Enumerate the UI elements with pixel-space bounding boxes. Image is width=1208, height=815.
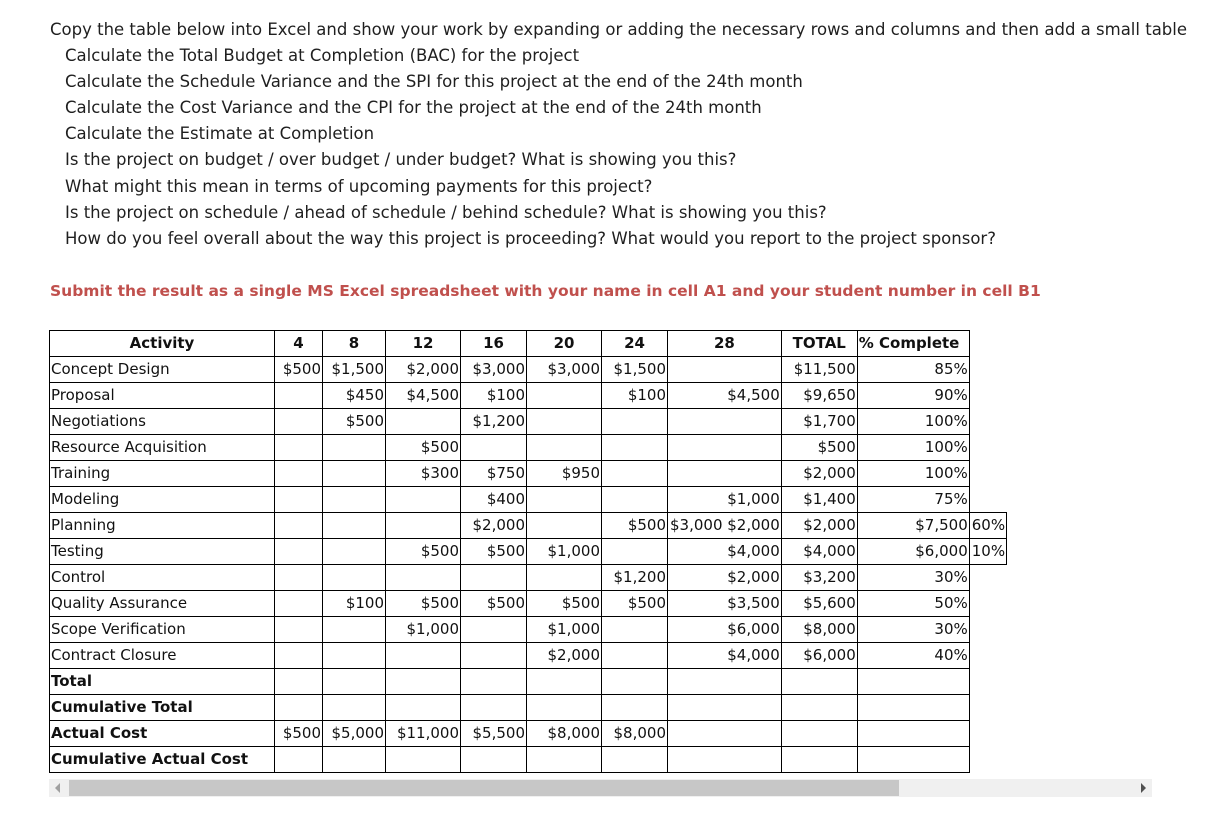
table-cell[interactable]: $500 xyxy=(461,591,527,617)
instruction-line: What might this mean in terms of upcoming payments for this project? xyxy=(65,176,653,196)
table-cell[interactable] xyxy=(461,643,527,669)
table-cell[interactable]: $8,000 xyxy=(602,721,668,747)
table-cell[interactable]: 100% xyxy=(857,435,969,461)
table-cell[interactable]: 30% xyxy=(857,617,969,643)
header-cell[interactable]: TOTAL xyxy=(781,331,857,357)
table-cell[interactable]: 60% xyxy=(969,513,1006,539)
table-cell[interactable] xyxy=(323,643,386,669)
table-cell[interactable] xyxy=(275,669,323,695)
table-row xyxy=(50,721,1007,747)
table-row xyxy=(50,617,1007,643)
table-row xyxy=(50,461,1007,487)
table-cell[interactable]: $9,650 xyxy=(781,383,857,409)
table-cell[interactable]: 75% xyxy=(857,487,969,513)
table-cell[interactable]: $5,500 xyxy=(461,721,527,747)
table-cell[interactable] xyxy=(275,695,323,721)
table-cell[interactable]: $100 xyxy=(323,591,386,617)
table-cell[interactable] xyxy=(386,565,461,591)
table-cell[interactable] xyxy=(386,513,461,539)
table-cell[interactable]: $2,000 xyxy=(386,357,461,383)
table-cell[interactable] xyxy=(386,409,461,435)
table-cell[interactable]: 40% xyxy=(857,643,969,669)
table-cell[interactable] xyxy=(857,721,969,747)
table-cell[interactable]: $500 xyxy=(386,435,461,461)
table-cell[interactable]: 90% xyxy=(857,383,969,409)
table-cell[interactable]: $300 xyxy=(386,461,461,487)
table-cell[interactable]: $3,000 xyxy=(461,357,527,383)
table-cell[interactable] xyxy=(527,695,602,721)
table-cell[interactable]: $5,600 xyxy=(781,591,857,617)
table-cell[interactable]: $2,000 xyxy=(461,513,527,539)
table-cell[interactable]: $1,700 xyxy=(781,409,857,435)
table-cell[interactable]: 50% xyxy=(857,591,969,617)
activity-label[interactable]: Actual Cost xyxy=(50,721,275,747)
header-cell[interactable]: 20 xyxy=(527,331,602,357)
table-cell[interactable] xyxy=(781,721,857,747)
table-cell[interactable] xyxy=(386,643,461,669)
table-cell[interactable]: $500 xyxy=(386,591,461,617)
table-cell[interactable] xyxy=(275,435,323,461)
header-cell[interactable]: 28 xyxy=(668,331,782,357)
activity-label[interactable]: Control xyxy=(50,565,275,591)
table-cell[interactable] xyxy=(602,409,668,435)
scroll-right-icon[interactable] xyxy=(1141,783,1146,793)
instruction-line: Calculate the Total Budget at Completion (BAC) for the project xyxy=(65,46,580,66)
table-cell[interactable]: $1,500 xyxy=(323,357,386,383)
table-cell[interactable] xyxy=(275,513,323,539)
table-cell[interactable]: $3,000 xyxy=(527,357,602,383)
table-cell[interactable]: 100% xyxy=(857,461,969,487)
instruction-line: Calculate the Estimate at Completion xyxy=(65,124,375,144)
table-cell[interactable] xyxy=(602,695,668,721)
table-cell[interactable]: $2,000 xyxy=(781,513,857,539)
table-cell[interactable]: $100 xyxy=(461,383,527,409)
header-activity[interactable]: Activity xyxy=(50,331,275,357)
header-cell[interactable]: 8 xyxy=(323,331,386,357)
table-cell[interactable] xyxy=(461,435,527,461)
table-cell[interactable]: $500 xyxy=(602,591,668,617)
table-cell[interactable] xyxy=(386,695,461,721)
table-cell[interactable]: $450 xyxy=(323,383,386,409)
table-cell[interactable]: 10% xyxy=(969,539,1006,565)
header-cell[interactable]: % Complete xyxy=(857,331,969,357)
table-cell[interactable] xyxy=(323,565,386,591)
table-cell[interactable]: $4,000 xyxy=(668,539,782,565)
table-cell[interactable]: $2,000 xyxy=(781,461,857,487)
table-cell[interactable] xyxy=(386,747,461,773)
table-cell[interactable] xyxy=(602,617,668,643)
table-row xyxy=(50,487,1007,513)
table-row xyxy=(50,513,1007,539)
table-cell[interactable] xyxy=(461,747,527,773)
activity-label[interactable]: Testing xyxy=(50,539,275,565)
table-cell[interactable] xyxy=(323,539,386,565)
table-cell[interactable] xyxy=(323,435,386,461)
table-cell[interactable]: $3,500 xyxy=(668,591,782,617)
table-cell[interactable]: $5,000 xyxy=(323,721,386,747)
instruction-line: Is the project on budget / over budget / under budget? What is showing you this? xyxy=(65,150,737,170)
table-row xyxy=(50,747,1007,773)
table-cell[interactable]: $4,500 xyxy=(668,383,782,409)
table-cell[interactable] xyxy=(323,669,386,695)
table-cell[interactable] xyxy=(527,513,602,539)
table-cell[interactable] xyxy=(857,695,969,721)
table-cell[interactable]: $11,000 xyxy=(386,721,461,747)
table-cell[interactable]: $400 xyxy=(461,487,527,513)
table-cell[interactable] xyxy=(527,409,602,435)
table-cell[interactable] xyxy=(668,409,782,435)
table-cell[interactable]: $4,000 xyxy=(668,643,782,669)
table-cell[interactable] xyxy=(275,461,323,487)
activity-label[interactable]: Proposal xyxy=(50,383,275,409)
table-cell[interactable]: $950 xyxy=(527,461,602,487)
activity-label[interactable]: Modeling xyxy=(50,487,275,513)
table-cell[interactable] xyxy=(275,409,323,435)
table-cell[interactable]: $1,200 xyxy=(461,409,527,435)
scrollbar-thumb[interactable] xyxy=(69,780,899,796)
table-cell[interactable] xyxy=(602,435,668,461)
table-cell[interactable] xyxy=(461,617,527,643)
table-cell[interactable]: $1,000 xyxy=(527,539,602,565)
table-cell[interactable]: $2,000 xyxy=(668,565,782,591)
table-cell[interactable] xyxy=(602,539,668,565)
table-cell[interactable]: $7,500 xyxy=(857,513,969,539)
table-cell[interactable]: $500 xyxy=(275,721,323,747)
table-cell[interactable] xyxy=(602,461,668,487)
table-row xyxy=(50,669,1007,695)
table-cell[interactable]: $8,000 xyxy=(781,617,857,643)
table-cell[interactable] xyxy=(602,643,668,669)
table-cell[interactable] xyxy=(275,383,323,409)
table-cell[interactable] xyxy=(275,539,323,565)
table-cell[interactable]: $2,000 xyxy=(527,643,602,669)
table-cell[interactable] xyxy=(527,565,602,591)
table-row xyxy=(50,409,1007,435)
table-cell[interactable] xyxy=(527,747,602,773)
instruction-line: Calculate the Cost Variance and the CPI for the project at the end of the 24th month xyxy=(65,98,762,118)
table-cell[interactable] xyxy=(781,669,857,695)
table-cell[interactable]: $11,500 xyxy=(781,357,857,383)
activity-label[interactable]: Negotiations xyxy=(50,409,275,435)
table-cell[interactable] xyxy=(668,721,782,747)
table-cell[interactable] xyxy=(323,617,386,643)
table-cell[interactable] xyxy=(323,487,386,513)
table-cell[interactable] xyxy=(527,669,602,695)
table-cell[interactable] xyxy=(386,487,461,513)
table-cell[interactable] xyxy=(323,461,386,487)
header-cell[interactable]: 4 xyxy=(275,331,323,357)
table-cell[interactable] xyxy=(527,487,602,513)
table-cell[interactable] xyxy=(386,669,461,695)
table-cell[interactable]: 100% xyxy=(857,409,969,435)
table-cell[interactable] xyxy=(857,669,969,695)
table-cell[interactable] xyxy=(668,435,782,461)
activity-label[interactable]: Concept Design xyxy=(50,357,275,383)
table-cell[interactable] xyxy=(323,695,386,721)
table-cell[interactable] xyxy=(461,695,527,721)
table-cell[interactable] xyxy=(668,695,782,721)
instruction-line: Copy the table below into Excel and show your work by expanding or adding the necessary rows and columns and then add a small table xyxy=(50,20,1188,39)
table-cell[interactable]: $4,000 xyxy=(781,539,857,565)
activity-label[interactable]: Quality Assurance xyxy=(50,591,275,617)
table-cell[interactable] xyxy=(275,747,323,773)
table-cell[interactable]: $500 xyxy=(781,435,857,461)
table-cell[interactable]: $6,000 xyxy=(857,539,969,565)
activity-label[interactable]: Planning xyxy=(50,513,275,539)
table-cell[interactable] xyxy=(461,565,527,591)
table-cell[interactable]: $4,500 xyxy=(386,383,461,409)
activity-label[interactable]: Contract Closure xyxy=(50,643,275,669)
table-cell[interactable] xyxy=(857,747,969,773)
table-cell[interactable] xyxy=(323,513,386,539)
table-cell[interactable]: $1,200 xyxy=(602,565,668,591)
table-cell[interactable] xyxy=(781,747,857,773)
table-cell[interactable]: 30% xyxy=(857,565,969,591)
table-row xyxy=(50,383,1007,409)
table-cell[interactable]: $500 xyxy=(275,357,323,383)
instruction-line: Calculate the Schedule Variance and the SPI for this project at the end of the 24th month xyxy=(65,72,803,92)
instruction-line: How do you feel overall about the way this project is proceeding? What would you report to the project sponsor? xyxy=(65,228,996,248)
table-cell[interactable] xyxy=(602,669,668,695)
table-cell[interactable] xyxy=(323,747,386,773)
table-cell[interactable] xyxy=(275,565,323,591)
table-cell[interactable] xyxy=(668,747,782,773)
table-cell[interactable] xyxy=(275,591,323,617)
table-cell[interactable] xyxy=(275,643,323,669)
table-cell[interactable]: $3,200 xyxy=(781,565,857,591)
scroll-left-icon[interactable] xyxy=(55,783,60,793)
table-row xyxy=(50,591,1007,617)
header-cell[interactable]: 24 xyxy=(602,331,668,357)
table-cell[interactable] xyxy=(461,669,527,695)
table-row xyxy=(50,539,1007,565)
table-cell[interactable]: $750 xyxy=(461,461,527,487)
table-cell[interactable]: $6,000 xyxy=(668,617,782,643)
header-cell[interactable]: 16 xyxy=(461,331,527,357)
table-cell[interactable] xyxy=(602,747,668,773)
table-row xyxy=(50,357,1007,383)
table-cell[interactable] xyxy=(602,487,668,513)
table-cell[interactable]: $500 xyxy=(323,409,386,435)
instruction-line: Is the project on schedule / ahead of schedule / behind schedule? What is showing you this? xyxy=(65,202,827,222)
table-cell[interactable] xyxy=(275,617,323,643)
header-cell[interactable]: 12 xyxy=(386,331,461,357)
table-cell[interactable]: $500 xyxy=(527,591,602,617)
table-row xyxy=(50,565,1007,591)
activity-label[interactable]: Cumulative Actual Cost xyxy=(50,747,275,773)
table-cell[interactable]: $500 xyxy=(461,539,527,565)
table-cell[interactable] xyxy=(527,383,602,409)
table-cell[interactable]: $500 xyxy=(602,513,668,539)
submit-instruction: Submit the result as a single MS Excel spreadsheet with your name in cell A1 and your student number in cell B1 xyxy=(50,282,1041,300)
horizontal-scrollbar[interactable] xyxy=(49,779,1152,797)
table-row xyxy=(50,435,1007,461)
table-cell[interactable] xyxy=(668,669,782,695)
header-row xyxy=(50,331,1007,357)
table-row xyxy=(50,695,1007,721)
table-cell[interactable]: $100 xyxy=(602,383,668,409)
table-cell[interactable] xyxy=(668,357,782,383)
activity-label[interactable]: Cumulative Total xyxy=(50,695,275,721)
table-cell[interactable]: $3,000 $2,000 xyxy=(668,513,782,539)
table-cell[interactable] xyxy=(781,695,857,721)
table-cell[interactable] xyxy=(668,461,782,487)
table-cell[interactable] xyxy=(527,435,602,461)
table-cell[interactable]: 85% xyxy=(857,357,969,383)
activity-label[interactable]: Training xyxy=(50,461,275,487)
table-cell[interactable]: $1,000 xyxy=(386,617,461,643)
table-cell[interactable] xyxy=(275,487,323,513)
table-cell[interactable]: $1,000 xyxy=(668,487,782,513)
table-cell[interactable]: $1,500 xyxy=(602,357,668,383)
table-cell[interactable]: $1,400 xyxy=(781,487,857,513)
table-cell[interactable]: $500 xyxy=(386,539,461,565)
activity-label[interactable]: Resource Acquisition xyxy=(50,435,275,461)
table-row xyxy=(50,643,1007,669)
table-cell[interactable]: $1,000 xyxy=(527,617,602,643)
table-cell[interactable]: $8,000 xyxy=(527,721,602,747)
budget-table xyxy=(49,330,1007,773)
table-cell[interactable]: $6,000 xyxy=(781,643,857,669)
instructions xyxy=(0,17,1208,252)
activity-label[interactable]: Total xyxy=(50,669,275,695)
activity-label[interactable]: Scope Verification xyxy=(50,617,275,643)
